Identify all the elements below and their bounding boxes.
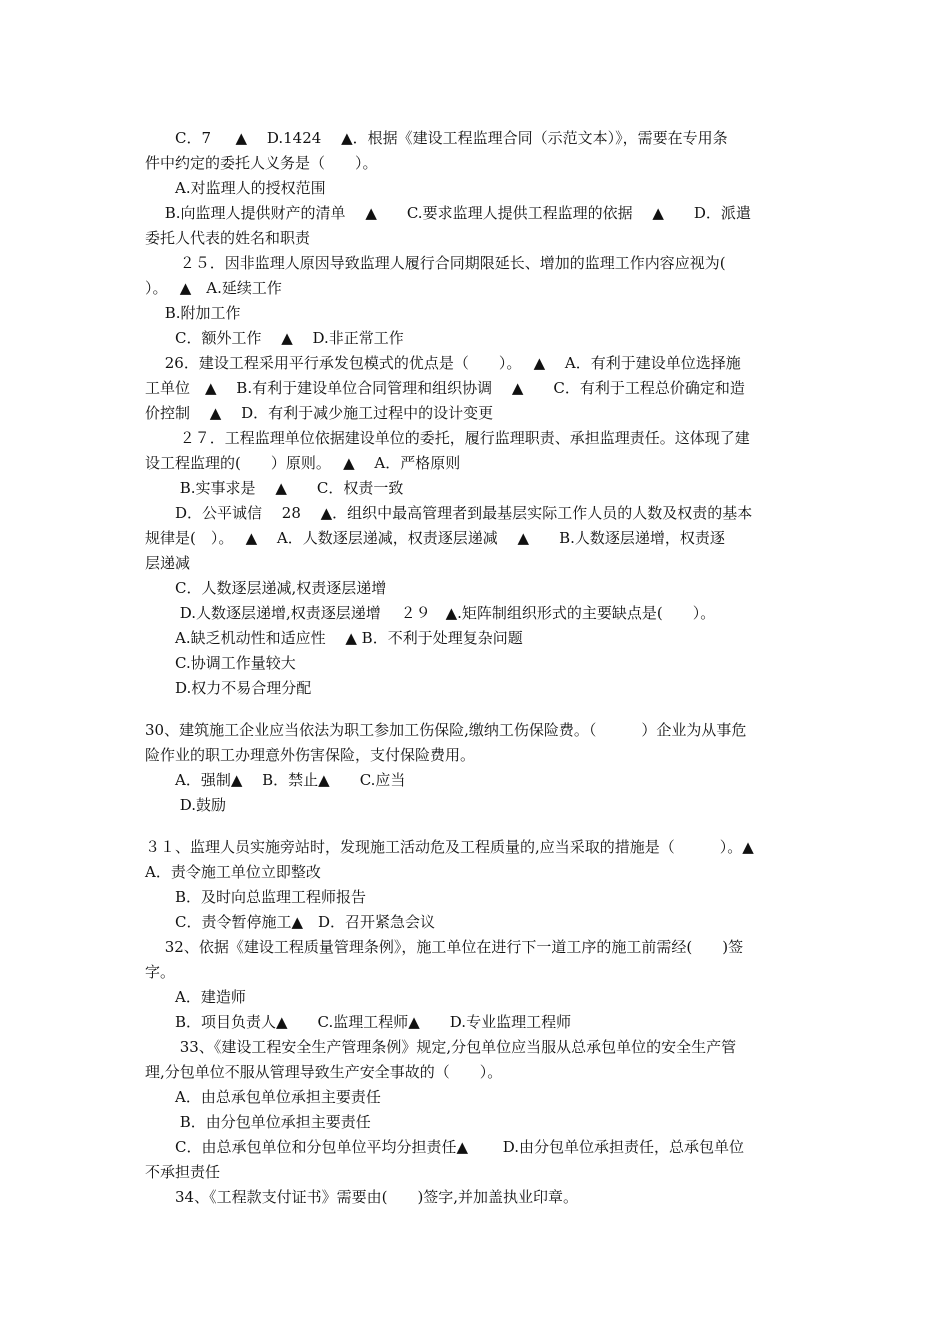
text-line: B．由分包单位承担主要责任 (145, 1113, 371, 1131)
text-line: C．7 ﻿ ▲ D.1424 ▲．根据《建设工程监理合同（示范文本）》，需要在专用条 (145, 129, 728, 147)
text-line: A．由总承包单位承担主要责任 (145, 1088, 381, 1106)
text-line: B．项目负责人▲ C.监理工程师▲ D.专业监理工程师 (145, 1013, 572, 1031)
text-line: B．及时向总监理工程师报告 (145, 888, 367, 906)
text-line: 险作业的职工办理意外伤害保险，支付保险费用。 (145, 746, 476, 764)
text-line: 工单位 ▲ B.有利于建设单位合同管理和组织协调 ▲ C．有利于工程总价确定和造 (145, 379, 745, 397)
text-line: ２５．因非监理人原因导致监理人履行合同期限延长、增加的监理工作内容应视为( (145, 254, 726, 272)
text-line: D.鼓励 (145, 796, 227, 814)
text-line: 30、建筑施工企业应当依法为职工参加工伤保险,缴纳工伤保险费。（ ）企业为从事危 (145, 721, 747, 739)
text-line: B.附加工作 (145, 304, 241, 322)
text-line: ３１、监理人员实施旁站时，发现施工活动危及工程质量的,应当采取的措施是（ ）。▲ (145, 838, 754, 856)
text-line: D.人数逐层递增,权责逐层递增 ２９ ▲.矩阵制组织形式的主要缺点是( ）。 (145, 604, 716, 622)
text-line: ２７．工程监理单位依据建设单位的委托，履行监理职责、承担监理责任。这体现了建 (145, 429, 750, 447)
text-line: 委托人代表的姓名和职责 (145, 229, 311, 247)
text-line: 价控制 ▲ D．有利于减少施工过程中的设计变更 (145, 404, 494, 422)
text-line: 件中约定的委托人义务是（ ）。 (145, 154, 378, 172)
text-line: 32、依据《建设工程质量管理条例》，施工单位在进行下一道工序的施工前需经( )签 (145, 938, 744, 956)
text-line: A．建造师 (145, 988, 246, 1006)
text-line: C．额外工作 ▲ D.非正常工作 (145, 329, 404, 347)
text-line: A．强制▲ B．禁止▲ C.应当 (145, 771, 406, 789)
text-line: 层递减 (145, 554, 191, 572)
text-line: B.实事求是 ▲ C．权责一致 (145, 479, 404, 497)
text-line: 26．建设工程采用平行承发包模式的优点是（ ）。 ▲ A．有利于建设单位选择施 (145, 354, 741, 372)
text-line: B.向监理人提供财产的清单 ▲ C.要求监理人提供工程监理的依据 ▲ D．派遣 (145, 204, 751, 222)
text-line: C．人数逐层递减,权责逐层递增 (145, 579, 387, 597)
text-line: C.协调工作量较大 (145, 654, 296, 672)
text-line: A.缺乏机动性和适应性 ▲ B．不利于处理复杂问题 (145, 629, 523, 647)
text-line: 理,分包单位不服从管理导致生产安全事故的（ ）。 (145, 1063, 503, 1081)
text-line: 规律是( ）。 ▲ A．人数逐层递减，权责逐层递减 ▲ B.人数逐层递增，权责逐 (145, 529, 725, 547)
text-line: 字。 (145, 963, 176, 981)
text-line: A．责令施工单位立即整改 (145, 863, 321, 881)
text-line: C．责令暂停施工▲ D．召开紧急会议 (145, 913, 436, 931)
text-line: A.对监理人的授权范围 (145, 179, 326, 197)
text-line: 设工程监理的( ）原则。 ▲ A．严格原则 (145, 454, 461, 472)
text-line: D.权力不易合理分配 (145, 679, 312, 697)
text-line: C．由总承包单位和分包单位平均分担责任▲ D.由分包单位承担责任，总承包单位 (145, 1138, 745, 1156)
text-line: D．公平诚信 28 ▲．组织中最高管理者到最基层实际工作人员的人数及权责的基本 (145, 504, 753, 522)
text-line: 34、《工程款支付证书》需要由( )签字,并加盖执业印章。 (145, 1188, 579, 1206)
text-line: ）。 ▲ A.延续工作 (145, 279, 282, 297)
text-line: 33、《建设工程安全生产管理条例》规定,分包单位应当服从总承包单位的安全生产管 (145, 1038, 737, 1056)
text-line: 不承担责任 (145, 1163, 221, 1181)
